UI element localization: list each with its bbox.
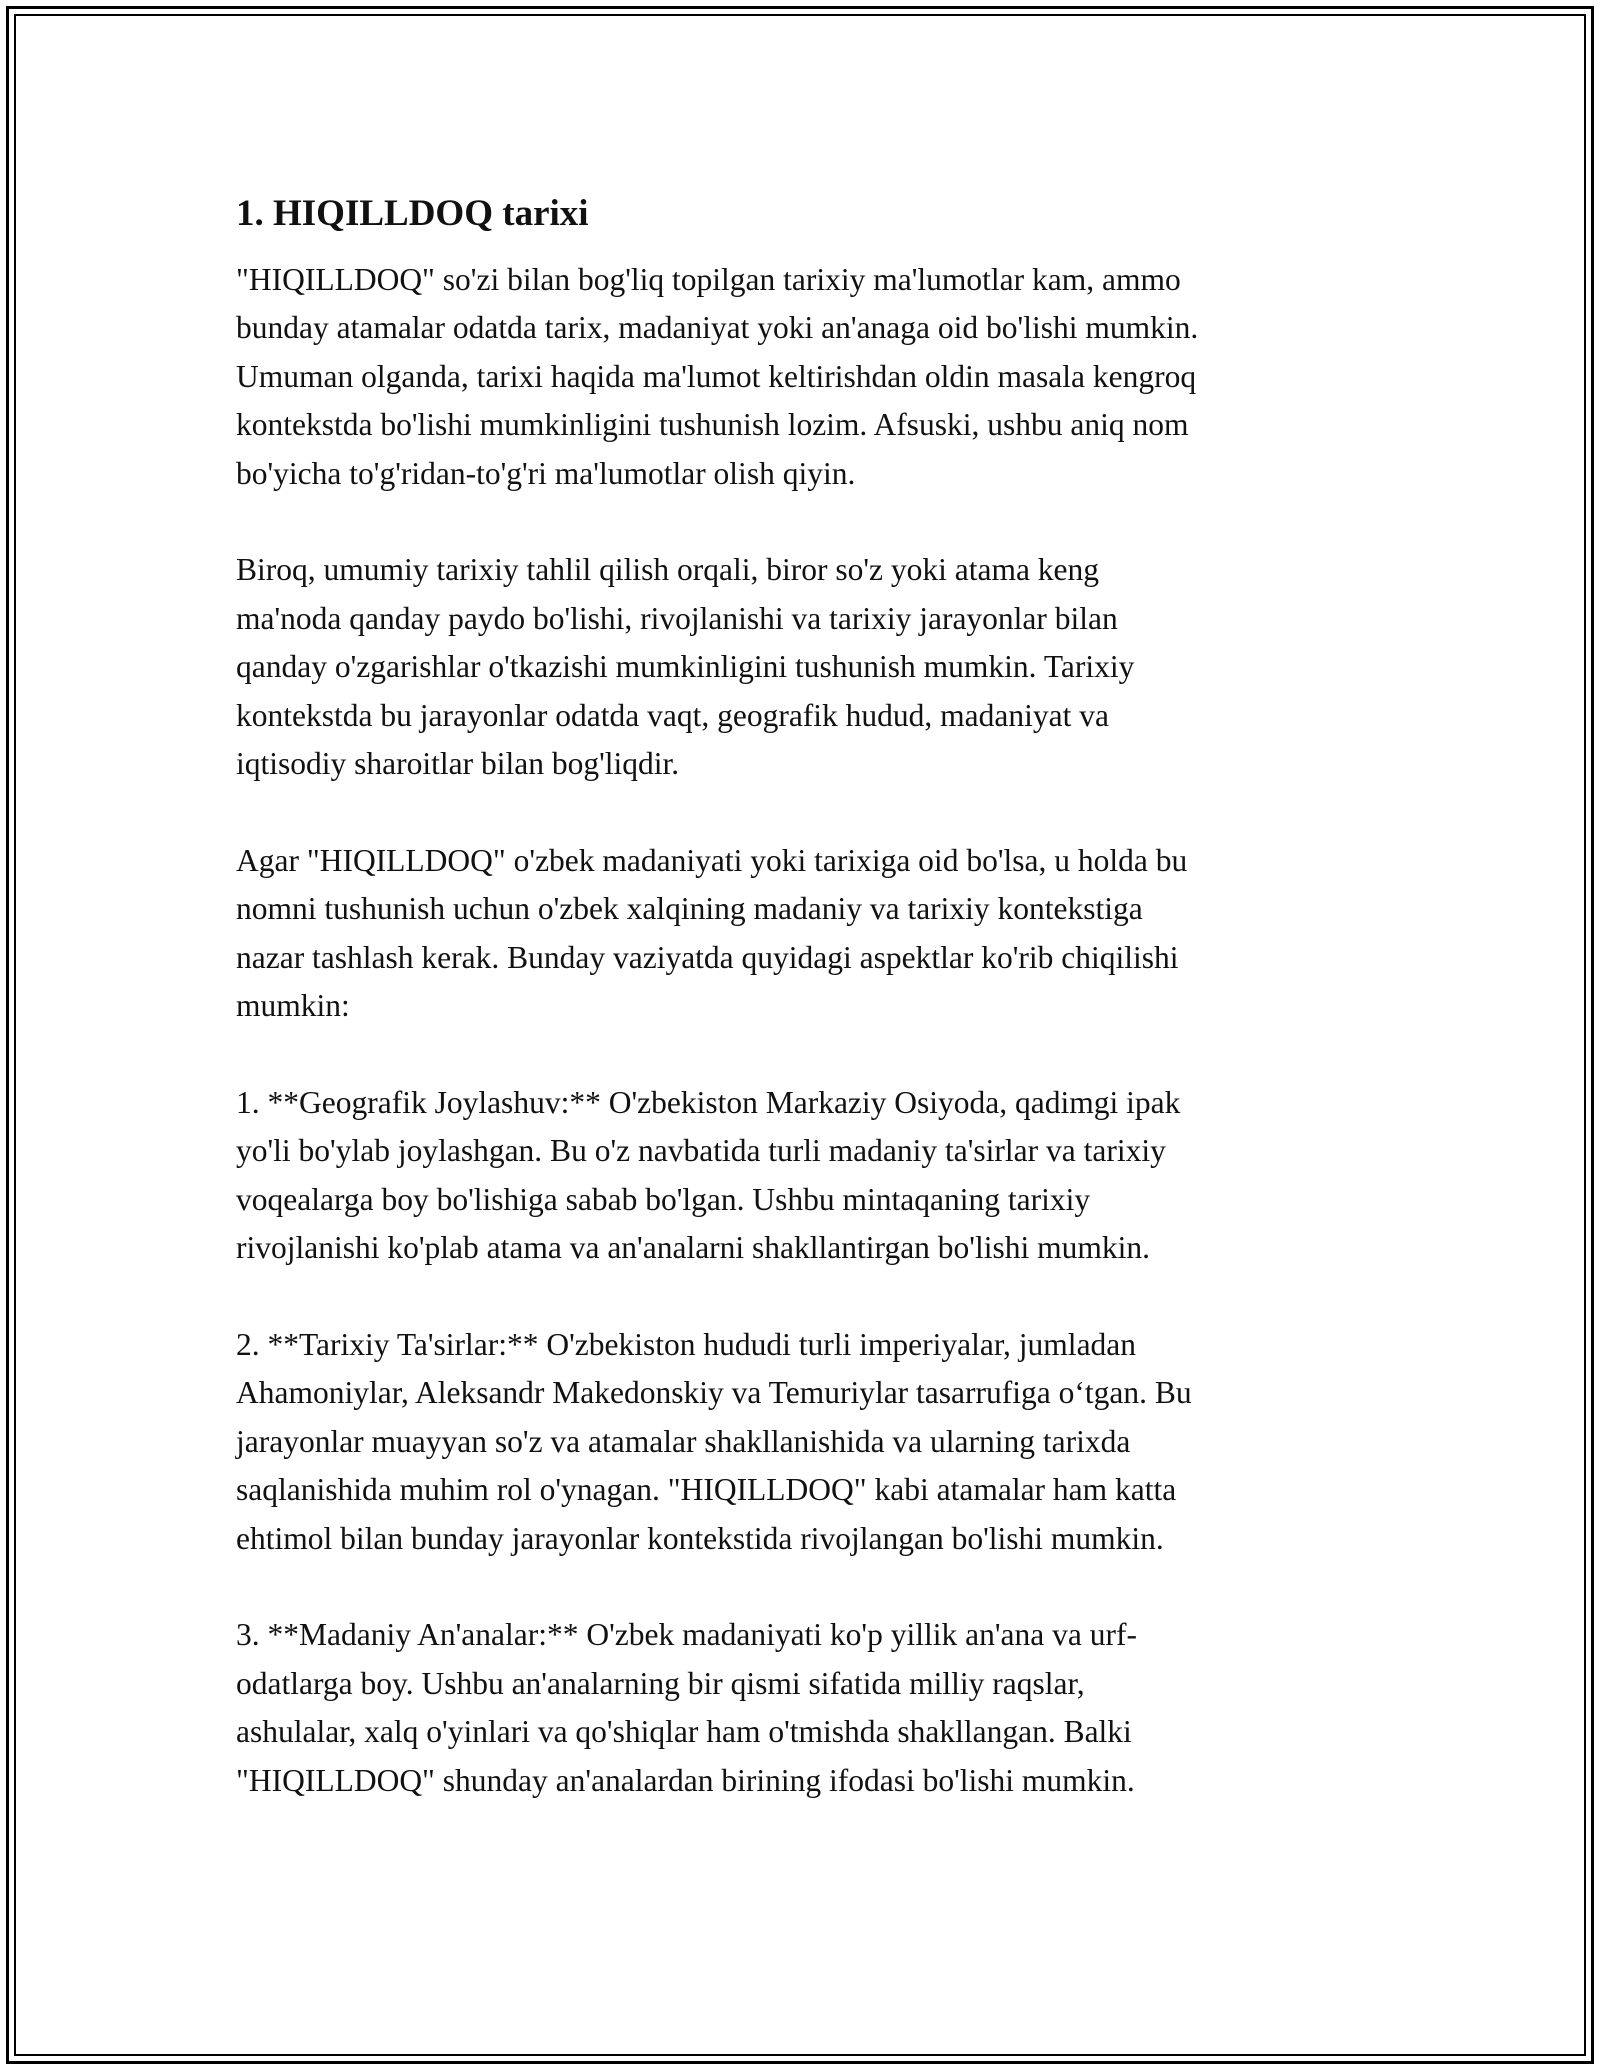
text-line: 1. **Geografik Joylashuv:** O'zbekiston Markaziy Osiyoda, qadimgi ipak bbox=[236, 1084, 1181, 1120]
paragraph-analysis bbox=[236, 546, 1366, 788]
text-line: "HIQILLDOQ" shunday an'analardan birining ifodasi bo'lishi mumkin. bbox=[236, 1762, 1135, 1798]
text-line: ehtimol bilan bunday jarayonlar kontekstida rivojlangan bo'lishi mumkin. bbox=[236, 1520, 1164, 1556]
list-item-geography bbox=[236, 1079, 1366, 1273]
text-line: odatlarga boy. Ushbu an'analarning bir qismi sifatida milliy raqslar, bbox=[236, 1665, 1085, 1701]
text-line: kontekstda bu jarayonlar odatda vaqt, geografik hudud, madaniyat va bbox=[236, 697, 1109, 733]
list-item-historical-influences bbox=[236, 1321, 1366, 1563]
text-line: jarayonlar muayyan so'z va atamalar shakllanishida va ularning tarixda bbox=[236, 1423, 1131, 1459]
text-line: yo'li bo'ylab joylashgan. Bu o'z navbatida turli madaniy ta'sirlar va tarixiy bbox=[236, 1133, 1166, 1169]
text-line: qanday o'zgarishlar o'tkazishi mumkinligini tushunish mumkin. Tarixiy bbox=[236, 649, 1135, 685]
text-line: voqealarga boy bo'lishiga sabab bo'lgan. Ushbu mintaqaning tarixiy bbox=[236, 1181, 1091, 1217]
text-line: nazar tashlash kerak. Bunday vaziyatda quyidagi aspektlar ko'rib chiqilishi bbox=[236, 939, 1179, 975]
text-line: ashulalar, xalq o'yinlari va qo'shiqlar ham o'tmishda shakllangan. Balki bbox=[236, 1714, 1132, 1750]
document-body bbox=[236, 188, 1366, 1853]
list-item-cultural-traditions bbox=[236, 1611, 1366, 1805]
paragraph-context bbox=[236, 837, 1366, 1031]
text-line: rivojlanishi ko'plab atama va an'analarni shakllantirgan bo'lishi mumkin. bbox=[236, 1230, 1150, 1266]
text-line: "HIQILLDOQ" so'zi bilan bog'liq topilgan tarixiy ma'lumotlar kam, ammo bbox=[236, 262, 1181, 297]
paragraph-intro bbox=[236, 256, 1366, 498]
text-line: 3. **Madaniy An'analar:** O'zbek madaniyati ko'p yillik an'ana va urf- bbox=[236, 1617, 1137, 1653]
text-line: bo'yicha to'g'ridan-to'g'ri ma'lumotlar olish qiyin. bbox=[236, 455, 856, 491]
text-line: saqlanishida muhim rol o'ynagan. "HIQILLDOQ" kabi atamalar ham katta bbox=[236, 1472, 1177, 1508]
text-line: 2. **Tarixiy Ta'sirlar:** O'zbekiston hududi turli imperiyalar, jumladan bbox=[236, 1326, 1137, 1362]
text-line: kontekstda bo'lishi mumkinligini tushunish lozim. Afsuski, ushbu aniq nom bbox=[236, 407, 1189, 443]
text-line: iqtisodiy sharoitlar bilan bog'liqdir. bbox=[236, 746, 680, 782]
text-line: Umuman olganda, tarixi haqida ma'lumot keltirishdan oldin masala kengroq bbox=[236, 358, 1197, 394]
text-line: nomni tushunish uchun o'zbek xalqining madaniy va tarixiy kontekstiga bbox=[236, 891, 1143, 927]
text-line: ma'noda qanday paydo bo'lishi, rivojlanishi va tarixiy jarayonlar bilan bbox=[236, 600, 1118, 636]
text-line: Biroq, umumiy tarixiy tahlil qilish orqali, biror so'z yoki atama keng bbox=[236, 552, 1100, 588]
section-heading: 1. HIQILLDOQ tarixi bbox=[236, 193, 589, 234]
text-line: Agar "HIQILLDOQ" o'zbek madaniyati yoki tarixiga oid bo'lsa, u holda bu bbox=[236, 842, 1188, 878]
text-line: bunday atamalar odatda tarix, madaniyat yoki an'anaga oid bo'lishi mumkin. bbox=[236, 310, 1199, 346]
text-line: mumkin: bbox=[236, 988, 350, 1024]
text-line: Ahamoniylar, Aleksandr Makedonskiy va Temuriylar tasarrufiga o‘tgan. Bu bbox=[236, 1375, 1192, 1411]
